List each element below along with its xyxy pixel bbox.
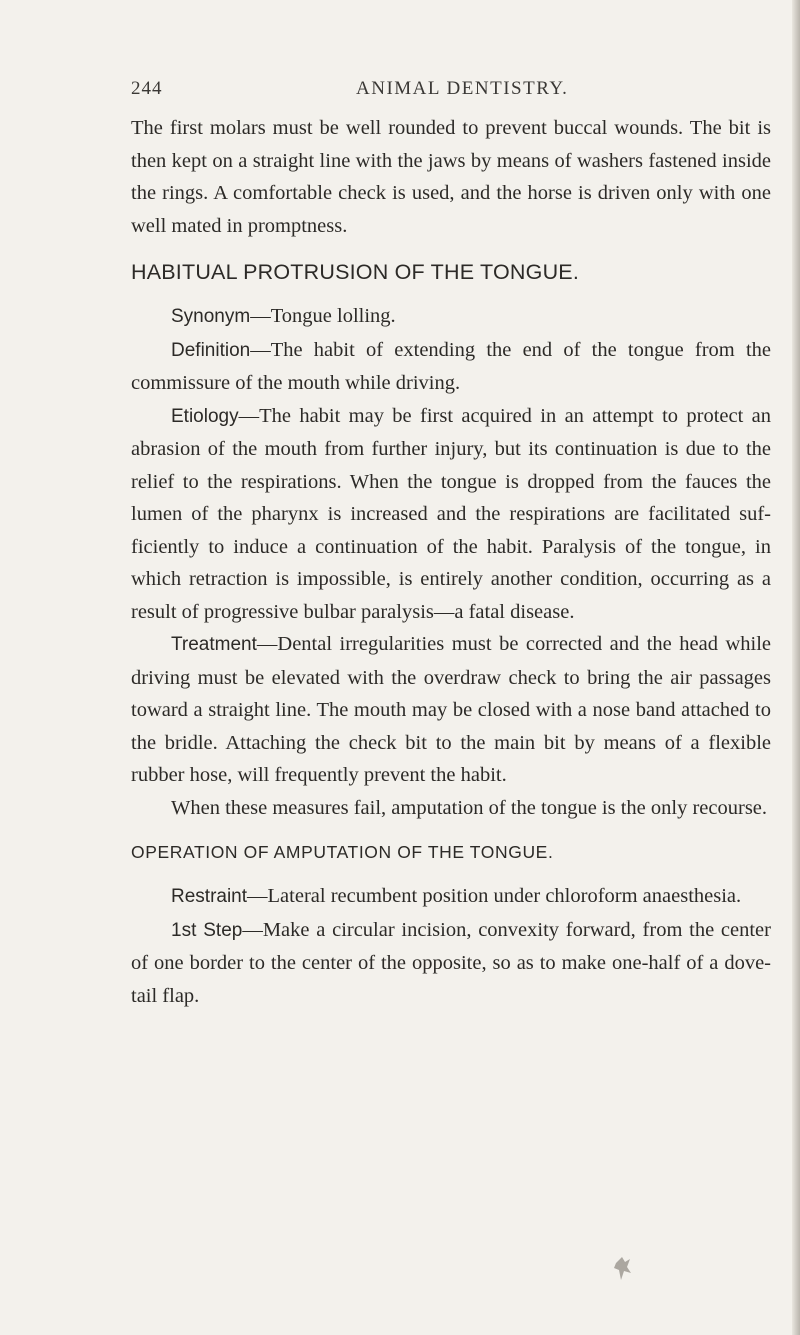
- paragraph-amputation-recourse: When these measures fail, amputation of the tongue is the only recourse.: [171, 796, 768, 819]
- paragraph-restraint: [131, 880, 771, 914]
- ink-speck-ornament: [612, 1253, 634, 1283]
- etiology-label: Etiology: [171, 405, 239, 427]
- section-heading-operation: OPERATION OF AMPUTATION OF THE TONGUE.: [131, 842, 554, 862]
- restraint-label: Restraint: [171, 886, 248, 907]
- definition-label: Definition: [171, 339, 251, 361]
- running-title: ANIMAL DENTISTRY.: [356, 78, 569, 99]
- treatment-text: —Dental irregularities must be corrected and the head while driving must be elevated with the overdraw check to bring the air passages toward a straight line. The mouth may be closed with a nose band attached to the bridle. Attaching the check bit to the main bit by means of a flexible rubber hose, will frequently prevent the habit.: [131, 633, 771, 786]
- paragraph-treatment: [131, 628, 771, 792]
- page-number: 244: [131, 78, 163, 99]
- synonym-label: Synonym: [171, 306, 251, 327]
- paragraph-etiology: [131, 400, 771, 629]
- step1-label: 1st Step: [171, 919, 243, 941]
- etiology-text: —The habit may be first acquired in an attempt to protect an abrasion of the mouth from further injury, but its continuation is due to the relief to the respirations. When the tongue is dropped from the fauces the lumen of the pharynx is increased and the respirations are facilitated sufficiently to induce a continuation of the habit. Paralysis of the tongue, in which retraction is impossible, is entirely another condition, occurring as a result of progressive bulbar paralysis—a fatal disease.: [131, 404, 771, 623]
- paragraph-step-1: [131, 914, 771, 1013]
- definition-text: —The habit of extending the end of the tongue from the commissure of the mouth while driving.: [131, 338, 771, 394]
- restraint-text: —Lateral recumbent position under chloroform anaesthesia.: [247, 885, 742, 907]
- page-edge-shadow: [792, 0, 800, 1335]
- paragraph-synonym: [131, 300, 771, 334]
- step1-text: —Make a circular incision, convexity forward, from the center of one border to the center of the opposite, so as to make one-half of a dove-tail flap.: [131, 918, 771, 1007]
- paragraph-definition: [131, 334, 771, 400]
- running-header: [0, 78, 800, 104]
- synonym-text: —Tongue lolling.: [250, 305, 396, 327]
- paragraph-molars: The first molars must be well rounded to prevent buccal wounds. The bit is then kept on a straight line with the jaws by means of washers fastened inside the rings. A comfortable check is used, and the horse is driven only with one well mated in promptness.: [131, 117, 771, 237]
- section-heading-habitual-protrusion: HABITUAL PROTRUSION OF THE TONGUE.: [131, 260, 580, 284]
- treatment-label: Treatment: [171, 634, 257, 655]
- body-text: [131, 112, 771, 1012]
